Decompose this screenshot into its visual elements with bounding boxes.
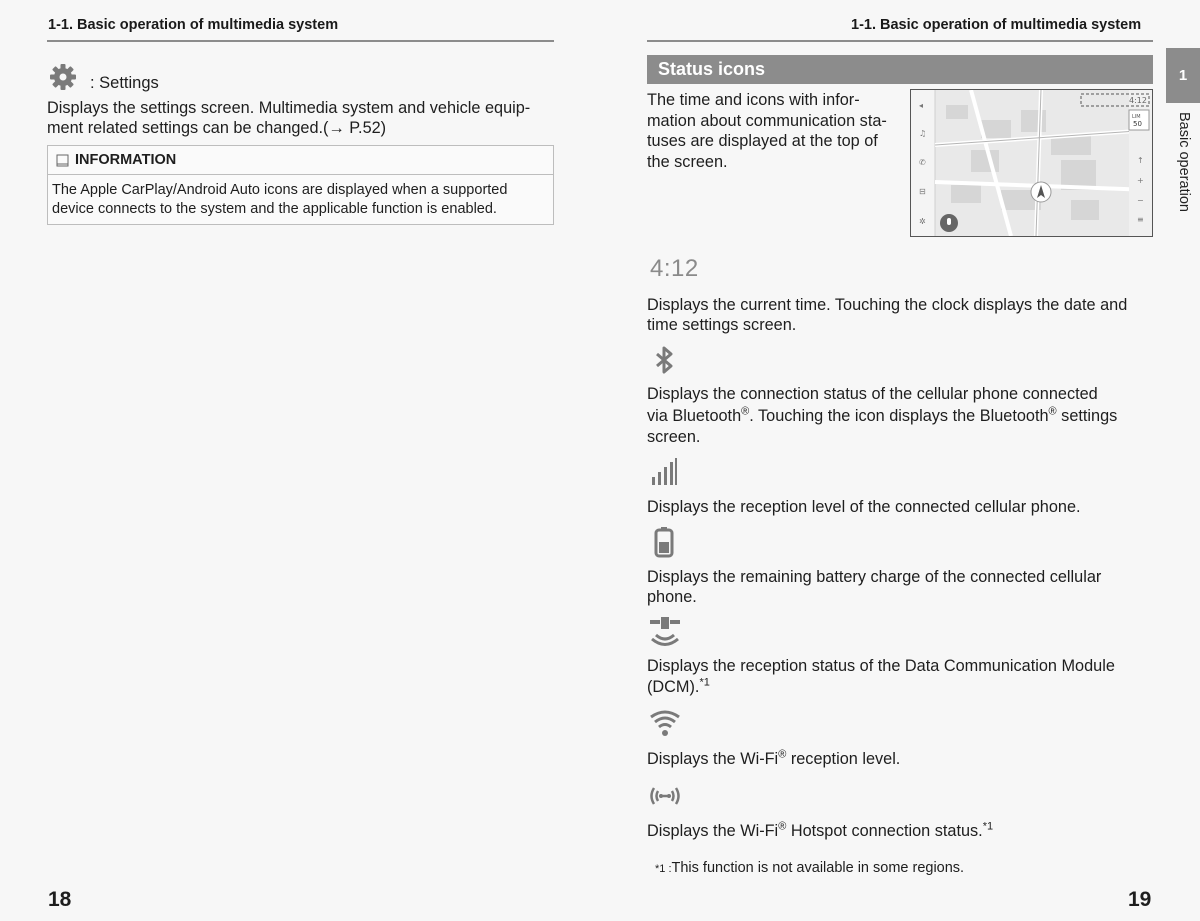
- svg-text:≡: ≡: [1137, 215, 1144, 224]
- chapter-tab-label: Basic operation: [1176, 112, 1192, 212]
- information-title: INFORMATION: [75, 152, 177, 168]
- left-page-header: 1-1. Basic operation of multimedia system: [48, 17, 339, 33]
- right-page-number: 19: [1128, 888, 1152, 911]
- hotspot-desc: [647, 821, 993, 842]
- gear-icon: [48, 62, 78, 92]
- information-header: [48, 146, 553, 175]
- clock-display: 4:12: [650, 255, 699, 282]
- bluetooth-desc-line-1: Displays the connection status of the cellular phone connected: [647, 385, 1098, 403]
- svg-text:✆: ✆: [919, 158, 926, 167]
- screen-speed-limit-value: 50: [1133, 120, 1142, 128]
- bluetooth-desc-line-3: screen.: [647, 428, 701, 446]
- right-header-rule: [647, 40, 1153, 42]
- reg-mark: ®: [778, 748, 787, 761]
- svg-text:−: −: [1137, 196, 1144, 205]
- map-screen-image: [911, 90, 1152, 236]
- bt-text-a: via Bluetooth: [647, 407, 742, 425]
- screen-clock: 4:12: [1129, 96, 1147, 105]
- svg-text:♫: ♫: [919, 129, 927, 138]
- settings-desc-line-2: ment related settings can be changed.(→ P.52): [47, 119, 387, 137]
- reg-mark: ®: [778, 820, 787, 833]
- battery-desc-line-1: Displays the remaining battery charge of the connected cellular: [647, 568, 1102, 586]
- screen-speed-limit-label: LIM: [1132, 114, 1141, 120]
- section-title: Status icons: [647, 55, 1153, 84]
- footnote-text: This function is not available in some regions.: [671, 860, 965, 876]
- svg-text:✲: ✲: [919, 217, 926, 226]
- settings-desc-line-1: Displays the settings screen. Multimedia system and vehicle equip-: [47, 99, 531, 117]
- bluetooth-desc-line-2: [647, 406, 1117, 427]
- intro-line-1: The time and icons with infor-: [647, 91, 860, 109]
- hotspot-icon: [648, 779, 682, 813]
- svg-text:+: +: [1137, 176, 1144, 185]
- battery-icon: [648, 525, 682, 559]
- dcm-icon: [648, 614, 682, 648]
- bluetooth-icon: [648, 343, 682, 377]
- svg-text:↑: ↑: [1137, 156, 1144, 165]
- footnote-mark: *1 :: [655, 863, 672, 875]
- dcm-desc-line-2: [647, 677, 710, 698]
- dcm-text: (DCM).: [647, 678, 700, 696]
- bt-text-b: . Touching the icon displays the Bluetooth: [749, 407, 1049, 425]
- settings-row: [48, 60, 159, 93]
- clock-desc-line-1: Displays the current time. Touching the clock displays the date and: [647, 296, 1128, 314]
- information-line-1: The Apple CarPlay/Android Auto icons are displayed when a supported: [52, 182, 508, 198]
- intro-line-2: mation about communication sta-: [647, 111, 887, 130]
- signal-desc: Displays the reception level of the connected cellular phone.: [647, 498, 1081, 516]
- footnote: [655, 860, 964, 876]
- footnote-ref: *1: [982, 820, 994, 833]
- wifi-text-a: Displays the Wi-Fi: [647, 750, 779, 768]
- signal-bars-icon: [648, 455, 682, 489]
- book-icon: [56, 154, 69, 167]
- battery-desc-line-2: phone.: [647, 588, 697, 606]
- information-box: [47, 145, 554, 225]
- wifi-desc: [647, 749, 900, 770]
- bt-text-c: settings: [1056, 407, 1118, 425]
- information-body: [48, 175, 553, 219]
- left-header-rule: [47, 40, 554, 42]
- svg-text:◂: ◂: [919, 101, 924, 110]
- footnote-ref: *1: [699, 676, 710, 689]
- information-line-2: device connects to the system and the applicable function is enabled.: [52, 201, 497, 217]
- intro-line-3: tuses are displayed at the top of: [647, 132, 878, 150]
- intro-line-4: the screen.: [647, 152, 728, 171]
- left-page-number: 18: [48, 888, 72, 911]
- hotspot-text-b: Hotspot connection status.: [786, 822, 983, 840]
- reg-mark: ®: [741, 405, 750, 418]
- wifi-icon: [648, 706, 682, 740]
- hotspot-text-a: Displays the Wi-Fi: [647, 822, 779, 840]
- chapter-tab: 1: [1166, 48, 1200, 103]
- clock-desc-line-2: time settings screen.: [647, 316, 797, 334]
- wifi-text-b: reception level.: [786, 750, 901, 768]
- svg-text:⊟: ⊟: [919, 187, 926, 196]
- right-page-header: 1-1. Basic operation of multimedia system: [851, 17, 1142, 33]
- intro-text: [647, 90, 887, 172]
- screen-illustration: [910, 89, 1153, 237]
- dcm-desc-line-1: Displays the reception status of the Data Communication Module: [647, 657, 1115, 675]
- reg-mark: ®: [1048, 405, 1057, 418]
- settings-label: : Settings: [90, 74, 159, 92]
